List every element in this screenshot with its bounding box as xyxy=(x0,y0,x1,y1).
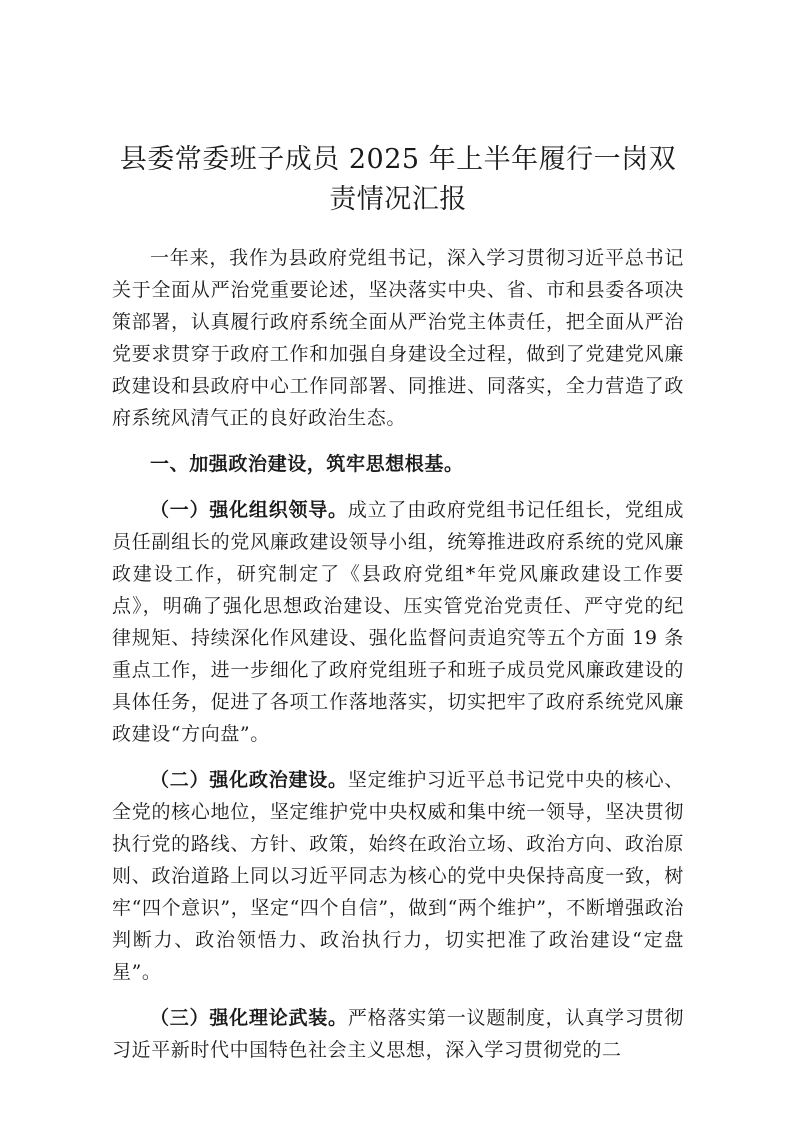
section-heading-1: 一、加强政治建设，筑牢思想根基。 xyxy=(150,453,464,475)
item-paragraph-2 xyxy=(112,764,684,988)
item-body-3: 严格落实第一议题制度，认真学习贯彻习近平新时代中国特色社会主义思想，深入学习贯彻党的二 xyxy=(112,1007,684,1061)
item-lead-2: （二）强化政治建设。 xyxy=(150,769,348,791)
item-paragraph-3 xyxy=(112,1002,684,1066)
item-body-1: 成立了由政府党组书记任组长，党组成员任副组长的党风廉政建设领导小组，统筹推进政府系统的党风廉政建设工作，研究制定了《县政府党组*年党风廉政建设工作要点》，明确了强化思想政治建设、压实管党治党责任、严守党的纪律规矩、持续深化作风建设、强化监督问责追究等五个方面 19 条重点工作，进一步细化了政府党组班子和班子成员党风廉政建设的具体任务，促进了各项工作落地落实，切实把牢了政府系统党风廉政建设“方向盘”。 xyxy=(112,499,684,745)
intro-paragraph: 一年来，我作为县政府党组书记，深入学习贯彻习近平总书记关于全面从严治党重要论述，坚决落实中央、省、市和县委各项决策部署，认真履行政府系统全面从严治党主体责任，把全面从严治党要求贯穿于政府工作和加强自身建设全过程，做到了党建党风廉政建设和县政府中心工作同部署、同推进、同落实，全力营造了政府系统风清气正的良好政治生态。 xyxy=(112,247,684,429)
document-body xyxy=(112,140,684,1080)
item-body-2: 坚定维护习近平总书记党中央的核心、全党的核心地位，坚定维护党中央权威和集中统一领导，坚决贯彻执行党的路线、方针、政策，始终在政治立场、政治方向、政治原则、政治道路上同以习近平同志为核心的党中央保持高度一致，树牢“四个意识”，坚定“四个自信”，做到“两个维护”，不断增强政治判断力、政治领悟力、政治执行力，切实把准了政治建设“定盘星”。 xyxy=(112,769,684,983)
item-lead-3: （三）强化理论武装。 xyxy=(150,1007,348,1029)
item-lead-1: （一）强化组织领导。 xyxy=(150,499,348,521)
item-paragraph-1 xyxy=(112,494,684,750)
document-title: 县委常委班子成员 2025 年上半年履行一岗双责情况汇报 xyxy=(119,144,677,215)
